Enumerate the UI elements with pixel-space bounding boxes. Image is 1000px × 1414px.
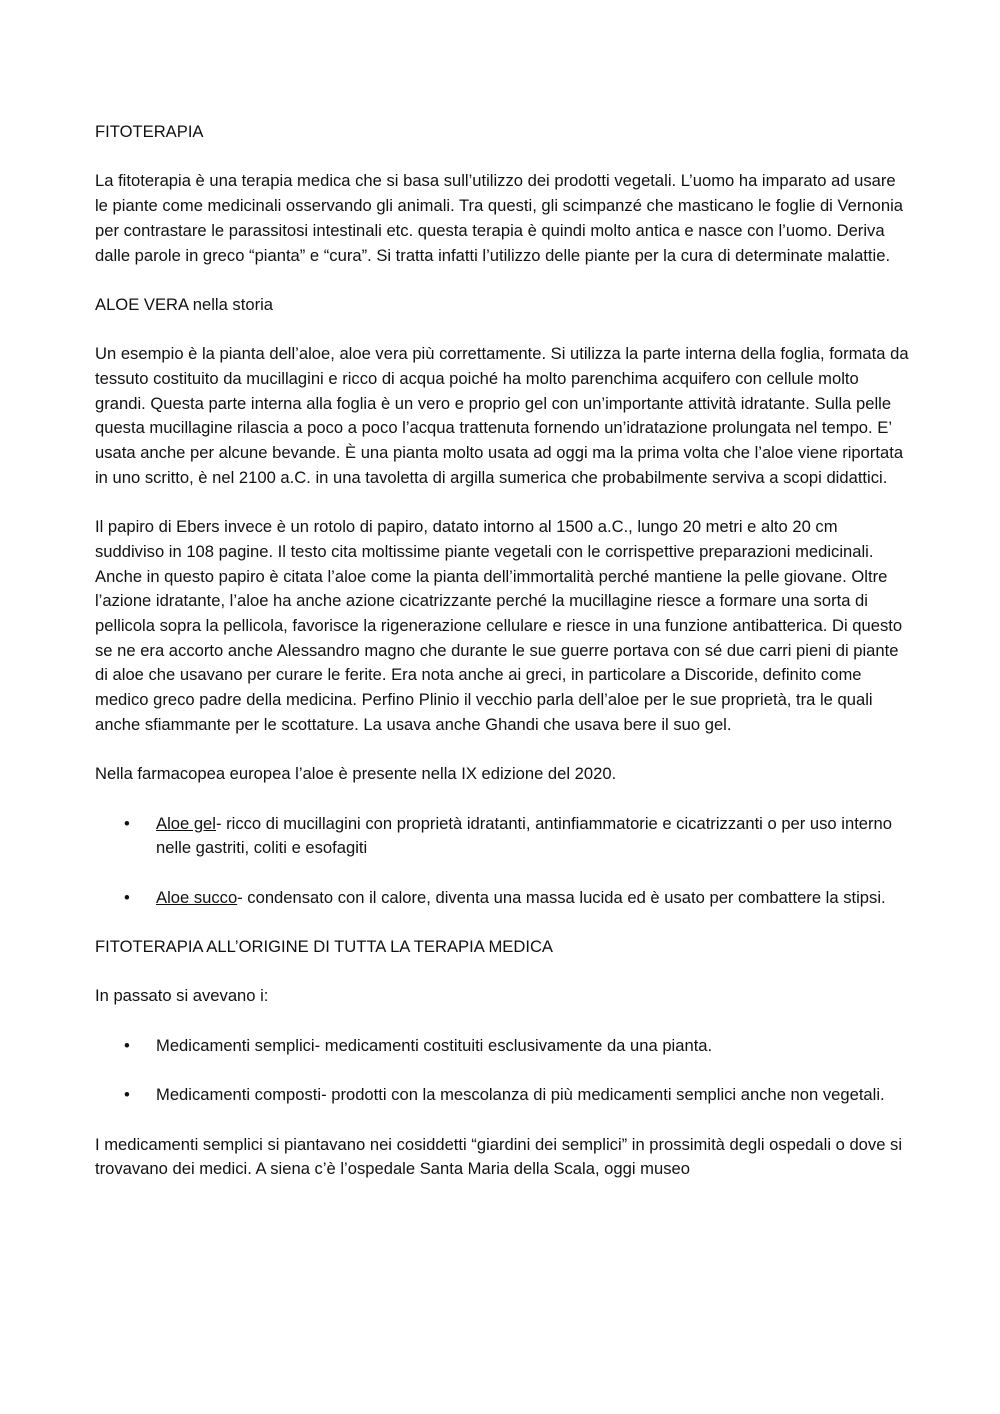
list-item-aloe-succo: [95, 886, 910, 911]
section-title-origine-terapia: FITOTERAPIA ALL’ORIGINE DI TUTTA LA TERAPIA MEDICA: [95, 937, 553, 957]
term-aloe-succo: Aloe succo: [156, 887, 238, 907]
list-item-text: - ricco di mucillagini con proprietà idratanti, antinfiammatorie e cicatrizzanti o per uso interno nelle gastriti, coliti e esofagiti: [156, 813, 893, 858]
list-item-medicamenti-semplici: [95, 1034, 910, 1059]
paragraph-giardini-semplici: I medicamenti semplici si piantavano nei cosiddetti “giardini dei semplici” in prossimità degli ospedali o dove si trovavano dei medici. A siena c’è l’ospedale Santa Maria della Scala, oggi museo: [95, 1134, 903, 1179]
list-item-aloe-gel: [95, 812, 910, 861]
bullet-icon: •: [124, 813, 130, 833]
aloe-products-list: [95, 812, 910, 911]
paragraph-farmacopea: Nella farmacopea europea l’aloe è presente nella IX edizione del 2020.: [95, 764, 617, 784]
list-item-text: Medicamenti composti- prodotti con la mescolanza di più medicamenti semplici anche non vegetali.: [156, 1085, 885, 1105]
list-item-text: Medicamenti semplici- medicamenti costituiti esclusivamente da una pianta.: [156, 1035, 713, 1055]
list-item-medicamenti-composti: [95, 1083, 910, 1108]
paragraph-intro: La fitoterapia è una terapia medica che si basa sull’utilizzo dei prodotti vegetali. L’uomo ha imparato ad usare le piante come medicinali osservando gli animali. Tra questi, gli scimpanzé che masticano le foglie di Vernonia per contrastare le parassitosi intestinali etc. questa terapia è quindi molto antica e nasce con l’uomo. Deriva dalle parole in greco “pianta” e “cura”. Si tratta infatti l’utilizzo delle piante per la cura di determinate malattie.: [95, 171, 903, 265]
paragraph-in-passato: In passato si avevano i:: [95, 986, 269, 1006]
document-page: [95, 120, 910, 1207]
section-title-aloe-vera: ALOE VERA nella storia: [95, 294, 274, 314]
paragraph-papiro-ebers: Il papiro di Ebers invece è un rotolo di papiro, datato intorno al 1500 a.C., lungo 20 metri e alto 20 cm suddiviso in 108 pagine. Il testo cita moltissime piante vegetali con le corrispettive preparazioni medicinali. Anche in questo papiro è citata l’aloe come la pianta dell’immortalità perché mantiene la pelle giovane. Oltre l’azione idratante, l’aloe ha anche azione cicatrizzante perché la mucillagine riesce a formare una sorta di pellicola sopra la pellicola, favorisce la rigenerazione cellulare e riesce in una funzione antibatterica. Di questo se ne era accorto anche Alessandro magno che durante le sue guerre portava con sé due carri pieni di piante di aloe che usavano per curare le ferite. Era nota anche ai greci, in particolare a Discoride, definito come medico greco padre della medicina. Perfino Plinio il vecchio parla dell’aloe per le sue proprietà, tra le quali anche sfiammante per le scottature. La usava anche Ghandi che usava bere il suo gel.: [95, 517, 903, 734]
paragraph-aloe-description: Un esempio è la pianta dell’aloe, aloe vera più correttamente. Si utilizza la parte interna della foglia, formata da tessuto costituito da mucillagini e ricco di acqua poiché ha molto parenchima acquifero con cellule molto grandi. Questa parte interna alla foglia è un vero e proprio gel con un’importante attività idratante. Sulla pelle questa mucillagine rilascia a poco a poco l’acqua trattenuta fornendo un’idratazione prolungata nel tempo. E’ usata anche per alcune bevande. È una pianta molto usata ad oggi ma la prima volta che l’aloe viene riportata in uno scritto, è nel 2100 a.C. in una tavoletta di argilla sumerica che probabilmente serviva a scopi didattici.: [95, 344, 909, 487]
bullet-icon: •: [124, 1035, 130, 1055]
section-title-fitoterapia: FITOTERAPIA: [95, 122, 204, 141]
bullet-icon: •: [124, 1085, 130, 1105]
bullet-icon: •: [124, 887, 130, 907]
medicamenti-list: [95, 1034, 910, 1108]
list-item-text: - condensato con il calore, diventa una massa lucida ed è usato per combattere la stipsi.: [237, 887, 886, 907]
term-aloe-gel: Aloe gel: [156, 813, 216, 833]
